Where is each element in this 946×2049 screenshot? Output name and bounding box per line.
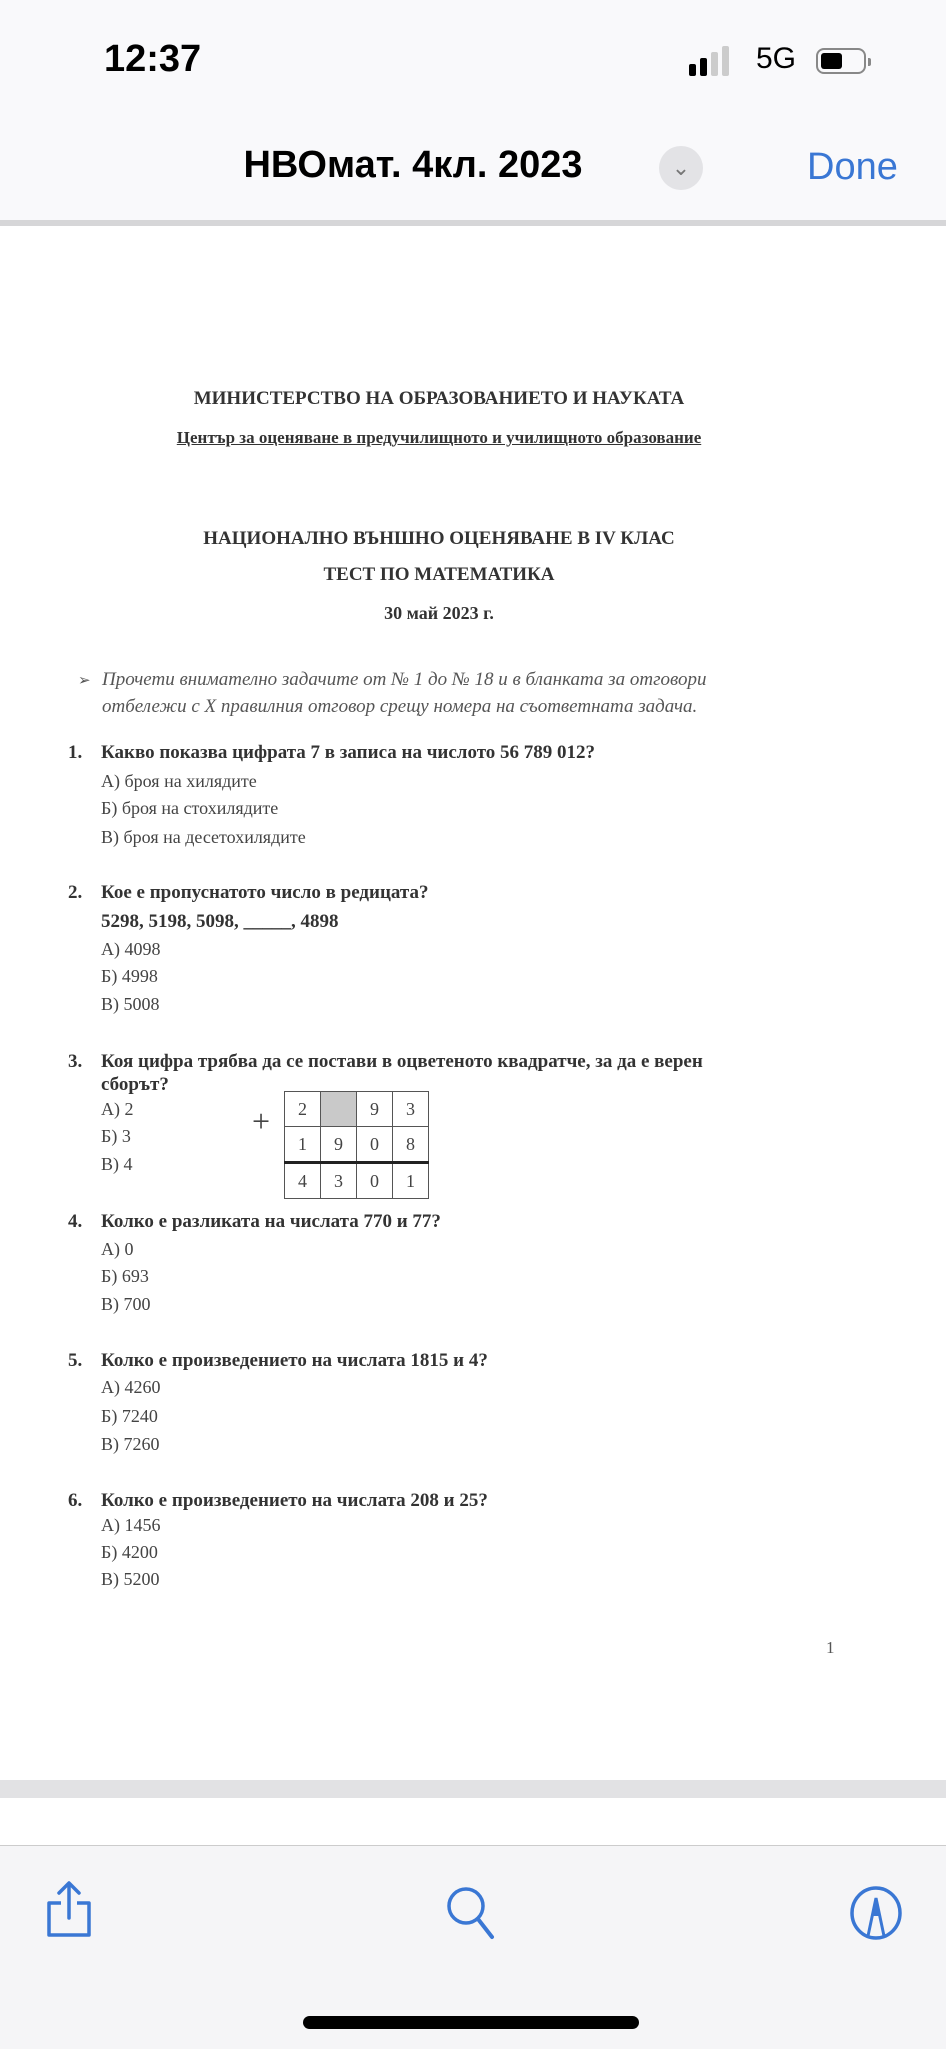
document-title[interactable]: НВОмат. 4кл. 2023 <box>243 144 583 186</box>
signal-icon <box>689 64 696 76</box>
question-number: 3. <box>68 1051 83 1072</box>
grid-cell: 4 <box>285 1163 321 1199</box>
exam-date: 30 май 2023 г. <box>384 603 494 623</box>
question-text: Какво показва цифрата 7 в записа на числото 56 789 012? <box>101 742 596 763</box>
addition-grid <box>284 1091 429 1199</box>
top-bar <box>0 0 946 220</box>
option: В) 700 <box>101 1294 151 1314</box>
grid-cell: 9 <box>321 1127 357 1163</box>
option: Б) 4200 <box>101 1542 158 1562</box>
option: А) 1456 <box>101 1515 161 1535</box>
network-label: 5G <box>756 42 797 75</box>
question-number: 2. <box>68 882 83 903</box>
plus-sign: + <box>252 1103 271 1139</box>
question-number: 4. <box>68 1211 83 1232</box>
question-text: Колко е произведението на числата 1815 и 4? <box>101 1350 488 1371</box>
option: Б) 693 <box>101 1266 149 1286</box>
markup-icon[interactable] <box>848 1884 904 1942</box>
grid-cell: 3 <box>321 1163 357 1199</box>
grid-cell: 0 <box>357 1163 393 1199</box>
option: В) 4 <box>101 1154 133 1174</box>
battery-icon <box>816 48 866 74</box>
bullet-icon: ➢ <box>78 673 91 689</box>
option: Б) броя на стохилядите <box>101 798 279 818</box>
grid-cell: 1 <box>393 1163 429 1199</box>
page-separator <box>0 1780 946 1798</box>
instruction-line: Прочети внимателно задачите от № 1 до № 18 и в бланката за отговори <box>102 669 707 690</box>
share-icon[interactable] <box>44 1878 94 1940</box>
option: В) 5200 <box>101 1569 160 1589</box>
instruction-line: отбележи с Х правилния отговор срещу номера на съответната задача. <box>102 696 698 717</box>
grid-cell: 9 <box>357 1092 393 1127</box>
shaded-cell <box>321 1092 357 1127</box>
question-number: 1. <box>68 742 83 763</box>
grid-cell: 3 <box>393 1092 429 1127</box>
option: Б) 3 <box>101 1126 131 1146</box>
question-text: Колко е произведението на числата 208 и 25? <box>101 1490 488 1511</box>
option: В) 5008 <box>101 994 160 1014</box>
option: Б) 4998 <box>101 966 158 986</box>
divider <box>0 220 946 226</box>
grid-cell: 8 <box>393 1127 429 1163</box>
instruction <box>78 669 707 717</box>
signal-bar <box>722 46 729 76</box>
question-number: 5. <box>68 1350 83 1371</box>
signal-bar <box>711 52 718 76</box>
option: А) 4098 <box>101 939 161 959</box>
option: А) 2 <box>101 1099 134 1119</box>
sequence: 5298, 5198, 5098, _____, 4898 <box>101 911 339 932</box>
option: В) броя на десетохилядите <box>101 827 306 847</box>
home-indicator[interactable] <box>303 2016 639 2029</box>
option: А) 4260 <box>101 1377 161 1397</box>
done-button[interactable]: Done <box>807 146 898 188</box>
option: А) броя на хилядите <box>101 771 257 791</box>
search-icon[interactable] <box>444 1884 500 1944</box>
grid-cell: 2 <box>285 1092 321 1127</box>
option: Б) 7240 <box>101 1406 158 1426</box>
chevron-down-icon[interactable]: ⌄ <box>659 146 703 190</box>
question-number: 6. <box>68 1490 83 1511</box>
grid-cell: 0 <box>357 1127 393 1163</box>
question-text: Коя цифра трябва да се постави в оцветеното квадратче, за да е верен <box>101 1051 703 1072</box>
exam-heading: НАЦИОНАЛНО ВЪНШНО ОЦЕНЯВАНЕ В IV КЛАС <box>203 528 675 549</box>
status-time: 12:37 <box>104 38 202 80</box>
option: В) 7260 <box>101 1434 160 1454</box>
test-heading: ТЕСТ ПО МАТЕМАТИКА <box>323 564 555 585</box>
page-number: 1 <box>826 1638 835 1657</box>
question-text: Колко е разликата на числата 770 и 77? <box>101 1211 441 1232</box>
signal-bar <box>700 58 707 76</box>
ministry-heading: МИНИСТЕРСТВО НА ОБРАЗОВАНИЕТО И НАУКАТА <box>193 388 685 409</box>
option: А) 0 <box>101 1239 134 1259</box>
question-text: Кое е пропуснатото число в редицата? <box>101 882 429 903</box>
question-text-cont: сборът? <box>101 1074 169 1095</box>
grid-cell: 1 <box>285 1127 321 1163</box>
center-heading: Център за оценяване в предучилищното и училищното образование <box>176 428 702 447</box>
